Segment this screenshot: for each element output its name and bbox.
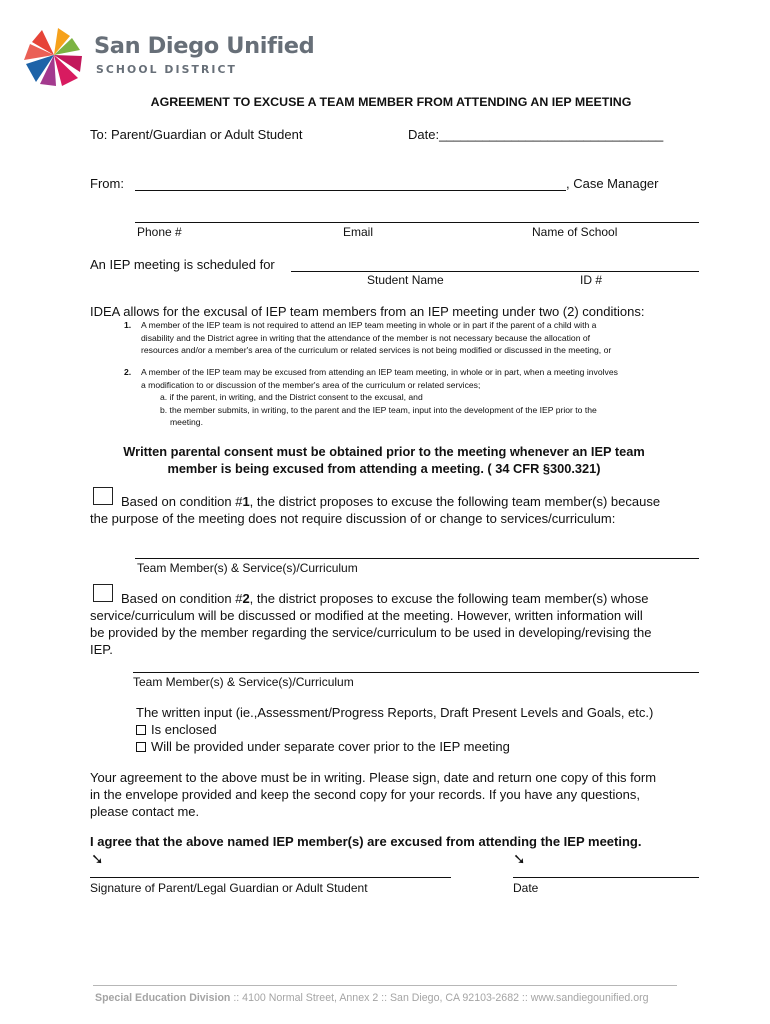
option-1-text: [90, 493, 710, 527]
footer-address: :: 4100 Normal Street, Annex 2 :: San Diego, CA 92103-2682 :: www.sandiegounified.org: [230, 992, 649, 1004]
option-1-num: 1: [242, 494, 250, 509]
logo-subtitle: SCHOOL DISTRICT: [96, 63, 237, 76]
separate-cover-label: Will be provided under separate cover prior to the IEP meeting: [151, 739, 510, 754]
option-2-underline-label: Team Member(s) & Service(s)/Curriculum: [133, 675, 354, 689]
page-title: AGREEMENT TO EXCUSE A TEAM MEMBER FROM ATTENDING AN IEP MEETING: [150, 95, 632, 109]
option-1-member-field[interactable]: [135, 558, 699, 559]
consent-notice-line: member is being excused from attending a meeting. ( 34 CFR §300.321): [167, 461, 601, 476]
signature-field[interactable]: [90, 877, 451, 878]
condition-2-line: a modification to or discussion of the member's area of the curriculum or related services;: [141, 379, 481, 390]
idea-intro: IDEA allows for the excusal of IEP team members from an IEP meeting under two (2) conditions:: [90, 304, 645, 319]
sign-date-label: Date: [513, 881, 539, 895]
date-field[interactable]: Date:_______________________________: [408, 127, 664, 142]
student-id-label: ID #: [580, 273, 603, 287]
case-manager-label: , Case Manager: [566, 176, 659, 191]
condition-1-line: A member of the IEP team is not required to attend an IEP team meeting in whole or in part if the parent of a child with a: [141, 320, 597, 330]
signature-arrow-icon: ➘: [91, 851, 104, 868]
condition-2-line: A member of the IEP team may be excused from attending an IEP team meeting, in whole or in part, when a meeting involves: [141, 367, 618, 377]
option-1-post: , the district proposes to excuse the following team member(s) because: [249, 494, 661, 509]
footer: [95, 992, 649, 1004]
school-name-label: Name of School: [532, 225, 618, 239]
consent-notice: [70, 443, 698, 477]
footer-division: Special Education Division: [95, 992, 231, 1004]
instruction-line: Your agreement to the above must be in writing. Please sign, date and return one copy of this form: [90, 770, 657, 785]
option-2-line3: be provided by the member regarding the service/curriculum to be used in developing/revising the: [90, 625, 652, 640]
condition-2-text: [141, 366, 711, 429]
student-name-label: Student Name: [367, 273, 444, 287]
contact-info-field[interactable]: [135, 222, 699, 223]
condition-2-sub-a: a. if the parent, in writing, and the District consent to the excusal, and: [160, 392, 423, 403]
written-input-section: [136, 704, 653, 755]
option-1-line2: the purpose of the meeting does not require discussion of or change to services/curriculum:: [90, 511, 616, 526]
option-2-line4: IEP.: [90, 642, 113, 657]
option-2-post: , the district proposes to excuse the following team member(s) whose: [249, 591, 649, 606]
sign-date-field[interactable]: [513, 877, 699, 878]
condition-1-line: resources and/or a member's area of the curriculum or related services is not being modified or discussed in the meeting, or: [141, 345, 612, 356]
option-1-pre: Based on condition #: [121, 494, 243, 509]
to-label: To: Parent/Guardian or Adult Student: [90, 127, 303, 142]
footer-divider: [93, 985, 677, 986]
date-arrow-icon: ➘: [513, 851, 526, 868]
student-info-field[interactable]: [291, 271, 699, 272]
condition-2-sub-b: b. the member submits, in writing, to the parent and the IEP team, input into the development of the IEP prior to the: [160, 404, 597, 415]
agree-statement: I agree that the above named IEP member(s) are excused from attending the IEP meeting.: [90, 834, 642, 849]
option-2-pre: Based on condition #: [121, 591, 243, 606]
condition-1-line: disability and the District agree in writing that the attendance of the member is not necessary because the allocation of: [141, 332, 591, 343]
consent-notice-line: Written parental consent must be obtained prior to the meeting whenever an IEP team: [123, 444, 645, 459]
condition-1-text: [141, 319, 711, 357]
iep-scheduled-label: An IEP meeting is scheduled for: [90, 257, 275, 272]
condition-2-sub-b-cont: meeting.: [170, 417, 203, 428]
agreement-instructions: [90, 769, 656, 820]
district-logo-icon: [22, 26, 86, 88]
enclosed-checkbox[interactable]: [136, 725, 146, 735]
option-2-num: 2: [242, 591, 250, 606]
option-2-line2: service/curriculum will be discussed or modified at the meeting. However, written information will: [90, 608, 643, 623]
option-1-underline-label: Team Member(s) & Service(s)/Curriculum: [137, 561, 358, 575]
phone-label: Phone #: [137, 225, 182, 239]
instruction-line: please contact me.: [90, 804, 200, 819]
option-2-text: [90, 590, 710, 658]
option-2-member-field[interactable]: [133, 672, 699, 673]
written-input-intro: The written input (ie.,Assessment/Progress Reports, Draft Present Levels and Goals, etc.): [136, 705, 654, 720]
condition-1-number: 1.: [124, 320, 132, 330]
condition-2-number: 2.: [124, 367, 132, 377]
separate-cover-checkbox[interactable]: [136, 742, 146, 752]
email-label: Email: [343, 225, 374, 239]
from-label: From:: [90, 176, 124, 191]
logo-wordmark: San Diego Unified: [94, 33, 315, 59]
instruction-line: in the envelope provided and keep the second copy for your records. If you have any questions,: [90, 787, 640, 802]
signature-label: Signature of Parent/Legal Guardian or Adult Student: [90, 881, 368, 895]
enclosed-label: Is enclosed: [151, 722, 217, 737]
case-manager-name-field[interactable]: [135, 190, 566, 191]
